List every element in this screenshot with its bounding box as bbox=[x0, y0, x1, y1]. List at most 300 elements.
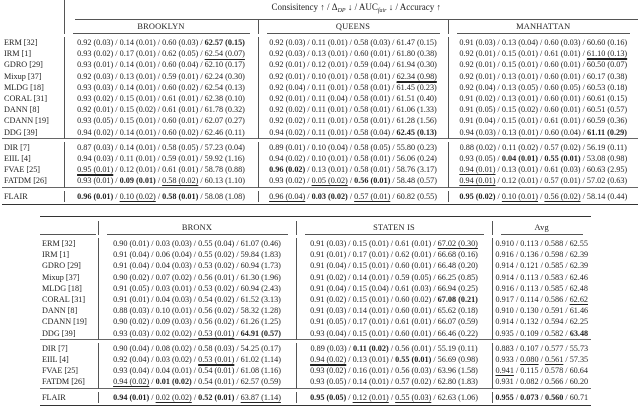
value-segment: 0.57 (0.01) bbox=[354, 191, 391, 201]
value-segment: 0.55 (0.01) bbox=[544, 154, 581, 164]
value-segment: 0.92 (0.01) / 0.15 (0.02) / 0.61 (0.01) / 61.78 (0.32) bbox=[77, 105, 245, 115]
cell-manhattan bbox=[448, 104, 638, 115]
value-segment: 0.96 (0.04) bbox=[269, 191, 306, 201]
cell-avg bbox=[492, 260, 591, 271]
cell-manhattan bbox=[448, 115, 638, 126]
value-segment: 0.56 (0.02) bbox=[544, 191, 581, 201]
cell-bronx bbox=[98, 260, 296, 271]
cell-bronx bbox=[98, 249, 296, 260]
value-segment: 0.916 / 0.113 / 0.585 / 62.48 bbox=[495, 283, 588, 293]
method-name: ERM [32] bbox=[4, 38, 38, 47]
cell-avg bbox=[492, 376, 591, 388]
table-row-ddg bbox=[40, 328, 591, 340]
column-header-bronx: BRONX bbox=[98, 221, 296, 235]
method-name: EIIL [4] bbox=[42, 355, 69, 365]
cell-queens bbox=[258, 48, 448, 59]
cell-brooklyn bbox=[64, 115, 258, 126]
cell-bronx bbox=[98, 294, 296, 305]
cell-queens bbox=[258, 127, 448, 139]
value-segment: 0.88 (0.03) / 0.10 (0.01) / 0.56 (0.02) / 58.32 (1.28) bbox=[113, 306, 281, 316]
table-row-dann bbox=[2, 104, 638, 115]
cell-bronx bbox=[98, 392, 296, 403]
cell-brooklyn bbox=[64, 37, 258, 48]
value-segment: 0.91 (0.01) / 0.04 (0.03) / 0.54 (0.02) / 61.52 (3.13) bbox=[113, 295, 281, 305]
cell-avg bbox=[492, 365, 591, 376]
value-segment: / 62.63 (1.06) bbox=[431, 392, 478, 402]
cell-staten-is bbox=[296, 376, 492, 388]
value-segment: 0.93 (0.02) / 0.17 (0.01) / 0.62 (0.05) / 62.54 (0.07) bbox=[77, 49, 245, 59]
value-segment: 0.935 / 0.109 / 0.582 / bbox=[495, 328, 570, 338]
cell-bronx bbox=[98, 365, 296, 376]
method-name: FATDM [26] bbox=[4, 176, 47, 186]
method-name: GDRO [29] bbox=[42, 261, 81, 271]
value-segment: 0.94 (0.01) bbox=[459, 176, 496, 186]
value-segment: 0.05 (0.02) bbox=[311, 176, 348, 186]
cell-queens bbox=[258, 93, 448, 104]
value-segment: 0.92 (0.01) / 0.15 (0.01) / 0.61 (0.01) / bbox=[459, 49, 587, 59]
value-segment: 0.94 (0.02) / 0.14 (0.01) / 0.60 (0.02) / 62.46 (0.11) bbox=[77, 127, 245, 137]
value-segment: 0.93 (0.05) / 0.15 (0.01) / 0.60 (0.01) / 62.07 (0.27) bbox=[77, 116, 245, 126]
value-segment: 0.93 (0.05) / 0.14 (0.01) / 0.57 (0.02) / 62.80 (1.83) bbox=[310, 377, 478, 387]
table-row-ddg bbox=[2, 127, 638, 139]
value-segment: 0.955 bbox=[495, 392, 514, 402]
cell-queens bbox=[258, 175, 448, 187]
value-segment: / bbox=[155, 191, 163, 201]
value-segment: 0.03 (0.02) bbox=[311, 191, 348, 201]
value-segment: 0.933 / bbox=[495, 355, 521, 365]
cell-avg bbox=[492, 294, 591, 305]
value-segment: / 58.48 (0.57) bbox=[390, 176, 437, 186]
value-segment: 0.54 (0.01) bbox=[198, 366, 235, 376]
table-row-eiil bbox=[2, 153, 638, 164]
table-row-flair bbox=[2, 191, 638, 202]
method-name: Mixup [37] bbox=[42, 272, 80, 282]
value-segment: 0.53 (0.01) bbox=[198, 328, 235, 338]
value-segment: / bbox=[234, 328, 241, 338]
value-segment: 0.94 (0.03) / 0.13 (0.01) / 0.60 (0.04) / bbox=[459, 127, 588, 137]
cell-bronx bbox=[98, 272, 296, 283]
value-segment: 0.96 (0.02) bbox=[269, 165, 306, 175]
value-segment: 0.91 (0.03) / 0.13 (0.04) / 0.60 (0.03) / 60.60 (0.16) bbox=[459, 38, 628, 47]
value-segment: 0.92 (0.03) / 0.14 (0.01) / 0.60 (0.03) / bbox=[77, 38, 205, 47]
value-segment: / 0.115 / 0.578 / 60.64 bbox=[513, 366, 588, 376]
cell-avg bbox=[492, 305, 591, 316]
value-segment: / bbox=[149, 392, 156, 402]
cell-manhattan bbox=[448, 153, 638, 164]
value-segment: 0.92 (0.03) / 0.13 (0.01) / 0.59 (0.01) / 62.24 (0.30) bbox=[77, 71, 245, 81]
value-segment: 0.92 (0.04) / 0.11 (0.01) / 0.58 (0.01) / bbox=[269, 82, 397, 92]
value-segment: 0.92 (0.02) / 0.11 (0.01) / 0.58 (0.01) / 61.06 (1.33) bbox=[269, 105, 437, 115]
value-segment: 62.45 (0.13) bbox=[396, 127, 437, 137]
metric-consistency-text: Consisitency ↑ / Δ bbox=[271, 2, 338, 12]
value-segment: / bbox=[234, 392, 241, 402]
cell-avg bbox=[492, 249, 591, 260]
value-segment: 0.89 (0.03) / bbox=[310, 343, 353, 353]
table-row-fatdm bbox=[40, 376, 591, 388]
value-segment: 0.917 / 0.114 / 0.586 / bbox=[495, 295, 570, 305]
column-header-queens: QUEENS bbox=[258, 20, 448, 34]
table-row-irm bbox=[40, 249, 591, 260]
value-segment: 0.92 (0.01) / 0.12 (0.01) / 0.59 (0.04) / 61.94 (0.30) bbox=[269, 60, 437, 70]
value-segment: / 57.35 bbox=[563, 355, 589, 365]
cell-bronx bbox=[98, 316, 296, 327]
cell-brooklyn bbox=[64, 104, 258, 115]
value-segment: 0.96 (0.01) bbox=[77, 191, 114, 201]
value-segment: 62.62 bbox=[569, 295, 588, 305]
cell-staten-is bbox=[296, 249, 492, 260]
method-name: FLAIR bbox=[42, 392, 66, 402]
method-name: IRM [1] bbox=[42, 250, 70, 260]
cell-queens bbox=[258, 104, 448, 115]
cell-bronx bbox=[98, 238, 296, 249]
method-name: DIR [7] bbox=[4, 142, 30, 152]
table-row-irm bbox=[2, 48, 638, 59]
value-segment: 0.93 (0.02) / 0.15 (0.01) / 0.61 (0.01) / 62.38 (0.10) bbox=[77, 94, 245, 104]
table-row-erm bbox=[40, 238, 591, 249]
value-segment: 62.10 (0.17) bbox=[204, 60, 245, 70]
value-segment: 0.94 (0.01) bbox=[459, 165, 496, 175]
value-segment: 0.92 (0.02) / 0.11 (0.01) / 0.58 (0.01) / 61.28 (1.56) bbox=[269, 116, 437, 126]
method-name: EIIL [4] bbox=[4, 154, 31, 164]
value-segment: 0.91 (0.03) / 0.14 (0.01) / 0.60 (0.01) / 65.62 (0.18) bbox=[310, 306, 478, 316]
value-segment: 0.09 (0.01) bbox=[119, 176, 156, 186]
value-segment: 0.87 (0.03) / 0.14 (0.01) / 0.58 (0.05) / 57.23 (0.04) bbox=[77, 142, 245, 152]
value-segment: / 0.13 (0.01) / 0.61 (0.03) / 60.63 (2.95) bbox=[495, 165, 628, 175]
value-segment: 0.01 (0.02) bbox=[155, 377, 192, 387]
value-segment: 0.914 / 0.113 / 0.583 / 62.46 bbox=[495, 272, 588, 282]
value-segment: 0.91 (0.04) / 0.15 (0.04) / 0.61 (0.03) / 66.94 (0.25) bbox=[310, 283, 478, 293]
value-segment: / 0.13 (0.01) / 0.58 (0.01) / 58.76 (3.17) bbox=[305, 165, 437, 175]
method-name: Mixup [37] bbox=[4, 71, 42, 81]
cell-staten-is bbox=[296, 272, 492, 283]
method-name: DANN [8] bbox=[4, 105, 40, 115]
table-row-eiil bbox=[40, 354, 591, 365]
value-segment: 0.91 (0.04) / 0.04 (0.03) / 0.53 (0.02) / 60.94 (1.73) bbox=[113, 261, 281, 271]
method-header bbox=[40, 221, 98, 235]
value-segment: 0.58 (0.01) bbox=[162, 191, 199, 201]
cell-queens bbox=[258, 115, 448, 126]
metric-caption-header bbox=[64, 0, 638, 20]
cell-brooklyn bbox=[64, 93, 258, 104]
value-segment: / 56.69 (0.98) bbox=[431, 355, 478, 365]
cell-brooklyn bbox=[64, 59, 258, 70]
method-name: DIR [7] bbox=[42, 343, 68, 353]
cell-avg bbox=[492, 328, 591, 340]
value-segment: / 61.02 (1.14) bbox=[234, 355, 281, 365]
value-segment: 0.95 (0.02) bbox=[459, 191, 496, 201]
cell-avg bbox=[492, 392, 591, 403]
value-segment: 0.93 (0.02) / bbox=[269, 176, 312, 186]
metric-auc-text: ↓ / AUC bbox=[345, 2, 378, 12]
value-segment: / bbox=[538, 154, 545, 164]
value-segment: 0.92 (0.01) / 0.15 (0.01) / 0.60 (0.01) / bbox=[459, 60, 587, 70]
value-segment: 0.91 (0.01) / 0.17 (0.01) / 0.62 (0.01) / 66.68 (0.16) bbox=[310, 250, 478, 260]
value-segment: 0.93 (0.04) / 0.04 (0.01) / bbox=[113, 366, 199, 376]
table-row-dir bbox=[2, 142, 638, 153]
cell-bronx bbox=[98, 343, 296, 354]
cell-brooklyn bbox=[64, 142, 258, 153]
value-segment: 0.91 (0.02) / 0.14 (0.01) / 0.59 (0.05) / 66.25 (0.85) bbox=[310, 272, 478, 282]
cell-avg bbox=[492, 316, 591, 327]
value-segment: 67.02 (0.30) bbox=[437, 239, 478, 248]
cell-staten-is bbox=[296, 305, 492, 316]
cell-avg bbox=[492, 343, 591, 354]
table-row-mixup bbox=[2, 71, 638, 82]
value-segment: / bbox=[149, 377, 156, 387]
value-segment: 0.94 (0.02) / 0.11 (0.01) / 0.58 (0.04) / bbox=[269, 127, 397, 137]
table-row-erm bbox=[2, 37, 638, 48]
value-segment: 0.90 (0.02) / 0.07 (0.02) / 0.56 (0.01) / 61.30 (1.96) bbox=[113, 272, 281, 282]
cell-bronx bbox=[98, 376, 296, 388]
cell-avg bbox=[492, 238, 591, 249]
cell-brooklyn bbox=[64, 175, 258, 187]
cell-staten-is bbox=[296, 392, 492, 403]
cell-manhattan bbox=[448, 82, 638, 93]
table-row-fvae bbox=[2, 164, 638, 175]
value-segment: 0.88 (0.02) / 0.11 (0.02) / 0.57 (0.02) / 56.19 (0.11) bbox=[459, 142, 627, 152]
value-segment: / bbox=[155, 176, 163, 186]
cell-manhattan bbox=[448, 48, 638, 59]
value-segment: 0.91 (0.05) / 0.15 (0.02) / 0.60 (0.01) / 60.51 (0.57) bbox=[459, 105, 628, 115]
cell-avg bbox=[492, 272, 591, 283]
value-segment: 0.91 (0.04) / 0.06 (0.04) / 0.55 (0.02) / 59.84 (1.83) bbox=[113, 250, 281, 260]
value-segment: 62.34 (0.98) bbox=[396, 71, 437, 81]
cell-manhattan bbox=[448, 37, 638, 48]
cell-manhattan bbox=[448, 164, 638, 175]
method-name: CDANN [19] bbox=[4, 116, 49, 126]
table-row-cdann bbox=[2, 115, 638, 126]
cell-staten-is bbox=[296, 354, 492, 365]
value-segment: 0.92 (0.01) / 0.11 (0.04) / 0.58 (0.01) / 61.51 (0.40) bbox=[269, 94, 437, 104]
value-segment: 0.95 (0.01) bbox=[77, 165, 114, 175]
cell-staten-is bbox=[296, 294, 492, 305]
value-segment: / 60.71 bbox=[563, 392, 589, 402]
value-segment: 0.93 (0.01) bbox=[77, 176, 114, 186]
value-segment: 0.080 bbox=[520, 355, 539, 365]
cell-brooklyn bbox=[64, 164, 258, 175]
value-segment: 0.941 bbox=[495, 366, 514, 376]
value-segment: 0.91 (0.02) / 0.13 (0.01) / 0.60 (0.01) / 60.61 (0.15) bbox=[459, 94, 628, 104]
value-segment: 0.93 (0.01) / 0.14 (0.01) / 0.60 (0.04) / bbox=[77, 60, 205, 70]
value-segment: / bbox=[113, 176, 120, 186]
cell-staten-is bbox=[296, 365, 492, 376]
value-segment: 63.48 bbox=[569, 328, 589, 338]
method-name: FATDM [26] bbox=[42, 377, 85, 387]
cell-manhattan bbox=[448, 127, 638, 139]
value-segment: 0.90 (0.01) / 0.03 (0.03) / 0.55 (0.04) / 61.07 (0.46) bbox=[113, 239, 281, 248]
value-segment: 0.914 / 0.121 / 0.585 / 62.39 bbox=[495, 261, 589, 271]
cell-bronx bbox=[98, 283, 296, 294]
table-row-dir bbox=[40, 343, 591, 354]
table-row-dann bbox=[40, 305, 591, 316]
cell-queens bbox=[258, 82, 448, 93]
value-segment: 0.90 (0.02) / 0.09 (0.03) / 0.56 (0.02) / 61.26 (1.25) bbox=[113, 317, 281, 327]
table-row-mixup bbox=[40, 272, 591, 283]
cell-staten-is bbox=[296, 328, 492, 340]
value-segment: 0.56 (0.01) bbox=[354, 176, 391, 186]
method-name: CORAL [31] bbox=[4, 94, 48, 104]
method-name: FLAIR bbox=[4, 191, 28, 201]
method-name: GDRO [29] bbox=[4, 60, 43, 70]
value-segment: / 58.14 (0.44) bbox=[580, 191, 628, 201]
value-segment: 0.90 (0.04) / 0.08 (0.02) / 0.58 (0.03) / 54.25 (0.17) bbox=[113, 343, 281, 353]
table-row-fatdm bbox=[2, 175, 638, 187]
cell-bronx bbox=[98, 328, 296, 340]
value-segment: / 53.08 (0.98) bbox=[580, 154, 628, 164]
value-segment: 0.073 bbox=[520, 392, 539, 402]
value-segment: 62.57 (0.15) bbox=[204, 38, 245, 47]
method-name: DDG [39] bbox=[4, 127, 38, 137]
value-segment: / bbox=[388, 392, 396, 402]
value-segment: 67.08 (0.21) bbox=[437, 295, 478, 305]
cell-brooklyn bbox=[64, 127, 258, 139]
cell-staten-is bbox=[296, 316, 492, 327]
value-segment: 0.92 (0.01) / 0.10 (0.01) / 0.58 (0.01) / bbox=[269, 71, 397, 81]
value-segment: 0.58 (0.02) bbox=[162, 176, 199, 186]
value-segment: 0.92 (0.04) / 0.13 (0.05) / 0.60 (0.05) / 60.53 (0.18) bbox=[459, 82, 628, 92]
value-segment: 0.89 (0.01) / 0.10 (0.04) / 0.58 (0.05) / 55.80 (0.23) bbox=[269, 142, 437, 152]
value-segment: 0.910 / 0.113 / 0.588 / 62.55 bbox=[495, 239, 588, 248]
cell-manhattan bbox=[448, 59, 638, 70]
table-row-coral bbox=[40, 294, 591, 305]
method-name: DANN [8] bbox=[42, 306, 78, 316]
value-segment: 0.560 bbox=[544, 392, 564, 402]
value-segment: / 60.13 (1.10) bbox=[198, 176, 245, 186]
value-segment: 0.02 (0.02) bbox=[155, 392, 192, 402]
value-segment: 0.53 (0.01) bbox=[198, 355, 235, 365]
value-segment: 0.11 (0.02) bbox=[352, 343, 389, 353]
value-segment: / 61.08 (1.16) bbox=[234, 366, 281, 376]
method-header bbox=[2, 20, 64, 34]
value-segment: 0.52 (0.01) bbox=[198, 392, 235, 402]
method-name: FVAE [25] bbox=[42, 366, 79, 376]
cell-staten-is bbox=[296, 343, 492, 354]
table-row-flair bbox=[40, 392, 591, 403]
cell-staten-is bbox=[296, 260, 492, 271]
table-row-coral bbox=[2, 93, 638, 104]
method-name: MLDG [18] bbox=[42, 283, 82, 293]
value-segment: / bbox=[495, 191, 502, 201]
cell-staten-is bbox=[296, 283, 492, 294]
value-segment: / 58.08 (1.08) bbox=[198, 191, 245, 201]
method-header-blank bbox=[2, 0, 64, 20]
value-segment: / bbox=[191, 392, 199, 402]
value-segment: 60.50 (0.07) bbox=[586, 60, 628, 70]
table-row-fvae bbox=[40, 365, 591, 376]
value-segment: 0.93 (0.04) / 0.15 (0.01) / 0.60 (0.01) / 66.46 (0.22) bbox=[310, 328, 478, 338]
table-row-gdro bbox=[2, 59, 638, 70]
cell-avg bbox=[492, 354, 591, 365]
cell-staten-is bbox=[296, 238, 492, 249]
value-segment: 0.91 (0.02) / 0.15 (0.01) / 0.60 (0.02) / bbox=[310, 295, 438, 305]
value-segment: 64.91 (0.57) bbox=[240, 328, 281, 338]
cell-queens bbox=[258, 59, 448, 70]
value-segment: 0.95 (0.05) bbox=[310, 392, 347, 402]
cell-manhattan bbox=[448, 71, 638, 82]
value-segment: / 0.16 (0.01) / 0.56 (0.03) / 63.96 (1.58) bbox=[346, 366, 478, 376]
value-segment: 0.94 (0.03) / 0.11 (0.01) / 0.59 (0.01) / 59.92 (1.16) bbox=[77, 154, 245, 164]
cell-bronx bbox=[98, 354, 296, 365]
method-name: MLDG [18] bbox=[4, 82, 44, 92]
value-segment: 0.561 bbox=[544, 355, 564, 365]
value-segment: 61.10 (0.13) bbox=[586, 49, 628, 59]
method-name: IRM [1] bbox=[4, 49, 32, 59]
value-segment: / 0.13 (0.01) / bbox=[346, 355, 396, 365]
value-segment: 61.45 (0.23) bbox=[396, 82, 437, 92]
value-segment: 0.931 / 0.082 / 0.566 / 60.20 bbox=[495, 377, 589, 387]
value-segment: / bbox=[305, 191, 312, 201]
cell-queens bbox=[258, 191, 448, 202]
results-table-top bbox=[2, 0, 638, 205]
value-segment: / bbox=[513, 392, 521, 402]
method-name: DDG [39] bbox=[42, 328, 76, 338]
value-segment: / bbox=[347, 191, 355, 201]
value-segment: / 0.54 (0.01) / 62.57 (0.59) bbox=[191, 377, 281, 387]
value-segment: 0.92 (0.01) / 0.13 (0.01) / 0.60 (0.01) / 60.17 (0.38) bbox=[459, 71, 628, 81]
method-name: CORAL [31] bbox=[42, 295, 86, 305]
value-segment: 0.916 / 0.136 / 0.598 / 62.39 bbox=[495, 250, 589, 260]
method-name: FVAE [25] bbox=[4, 165, 41, 175]
cell-bronx bbox=[98, 305, 296, 316]
table-row-mldg bbox=[40, 283, 591, 294]
cell-queens bbox=[258, 164, 448, 175]
value-segment: / 0.12 (0.01) / 0.57 (0.01) / 57.02 (0.63) bbox=[495, 176, 628, 186]
cell-avg bbox=[492, 283, 591, 294]
value-segment: 0.883 / 0.107 / 0.577 / 55.73 bbox=[495, 343, 589, 353]
column-header-avg: Avg bbox=[492, 221, 591, 235]
value-segment: 0.55 (0.03) bbox=[395, 392, 432, 402]
cell-brooklyn bbox=[64, 48, 258, 59]
value-segment: 0.914 / 0.132 / 0.594 / 62.25 bbox=[495, 317, 589, 327]
value-segment: 0.91 (0.04) / 0.15 (0.01) / 0.60 (0.01) / 66.48 (0.20) bbox=[310, 261, 478, 271]
value-segment: 0.93 (0.05) / bbox=[459, 154, 502, 164]
value-segment: 61.11 (0.29) bbox=[587, 127, 627, 137]
value-segment: / bbox=[346, 392, 353, 402]
value-segment: / bbox=[113, 191, 120, 201]
column-header-manhattan: MANHATTAN bbox=[448, 20, 638, 34]
value-segment: 63.87 (1.14) bbox=[240, 392, 281, 402]
metric-accuracy-text: ↓ / Accuracy ↑ bbox=[386, 2, 441, 12]
value-segment: 0.55 (0.01) bbox=[395, 355, 432, 365]
value-segment: 0.91 (0.05) / 0.03 (0.01) / 0.53 (0.02) / 60.94 (2.43) bbox=[113, 283, 281, 293]
cell-brooklyn bbox=[64, 71, 258, 82]
cell-queens bbox=[258, 37, 448, 48]
column-header-staten-is: STATEN IS bbox=[296, 221, 492, 235]
value-segment: 0.93 (0.03) / 0.14 (0.01) / 0.60 (0.02) / 62.54 (0.13) bbox=[77, 82, 245, 92]
value-segment: 0.92 (0.04) / 0.03 (0.02) / bbox=[113, 355, 199, 365]
cell-manhattan bbox=[448, 175, 638, 187]
metric-dp-subscript: DP bbox=[337, 8, 346, 14]
cell-manhattan bbox=[448, 191, 638, 202]
value-segment: / 0.12 (0.01) / 0.61 (0.01) / 58.78 (0.88) bbox=[113, 165, 245, 175]
table-row-cdann bbox=[40, 316, 591, 327]
value-segment: 0.94 (0.02) bbox=[310, 355, 347, 365]
method-name: ERM [32] bbox=[42, 239, 76, 248]
cell-queens bbox=[258, 142, 448, 153]
cell-manhattan bbox=[448, 93, 638, 104]
cell-brooklyn bbox=[64, 82, 258, 93]
cell-queens bbox=[258, 153, 448, 164]
cell-brooklyn bbox=[64, 153, 258, 164]
value-segment: / 60.82 (0.55) bbox=[390, 191, 437, 201]
value-segment: 0.91 (0.04) / 0.15 (0.01) / 0.61 (0.01) / 60.59 (0.36) bbox=[459, 116, 628, 126]
value-segment: 0.910 / 0.130 / 0.591 / 61.46 bbox=[495, 306, 589, 316]
value-segment: 0.92 (0.03) / 0.13 (0.01) / 0.60 (0.01) / 61.80 (0.38) bbox=[269, 49, 437, 59]
table-row-gdro bbox=[40, 260, 591, 271]
value-segment: 0.94 (0.01) bbox=[113, 392, 150, 402]
value-segment: / bbox=[538, 355, 545, 365]
method-name: CDANN [19] bbox=[42, 317, 87, 327]
